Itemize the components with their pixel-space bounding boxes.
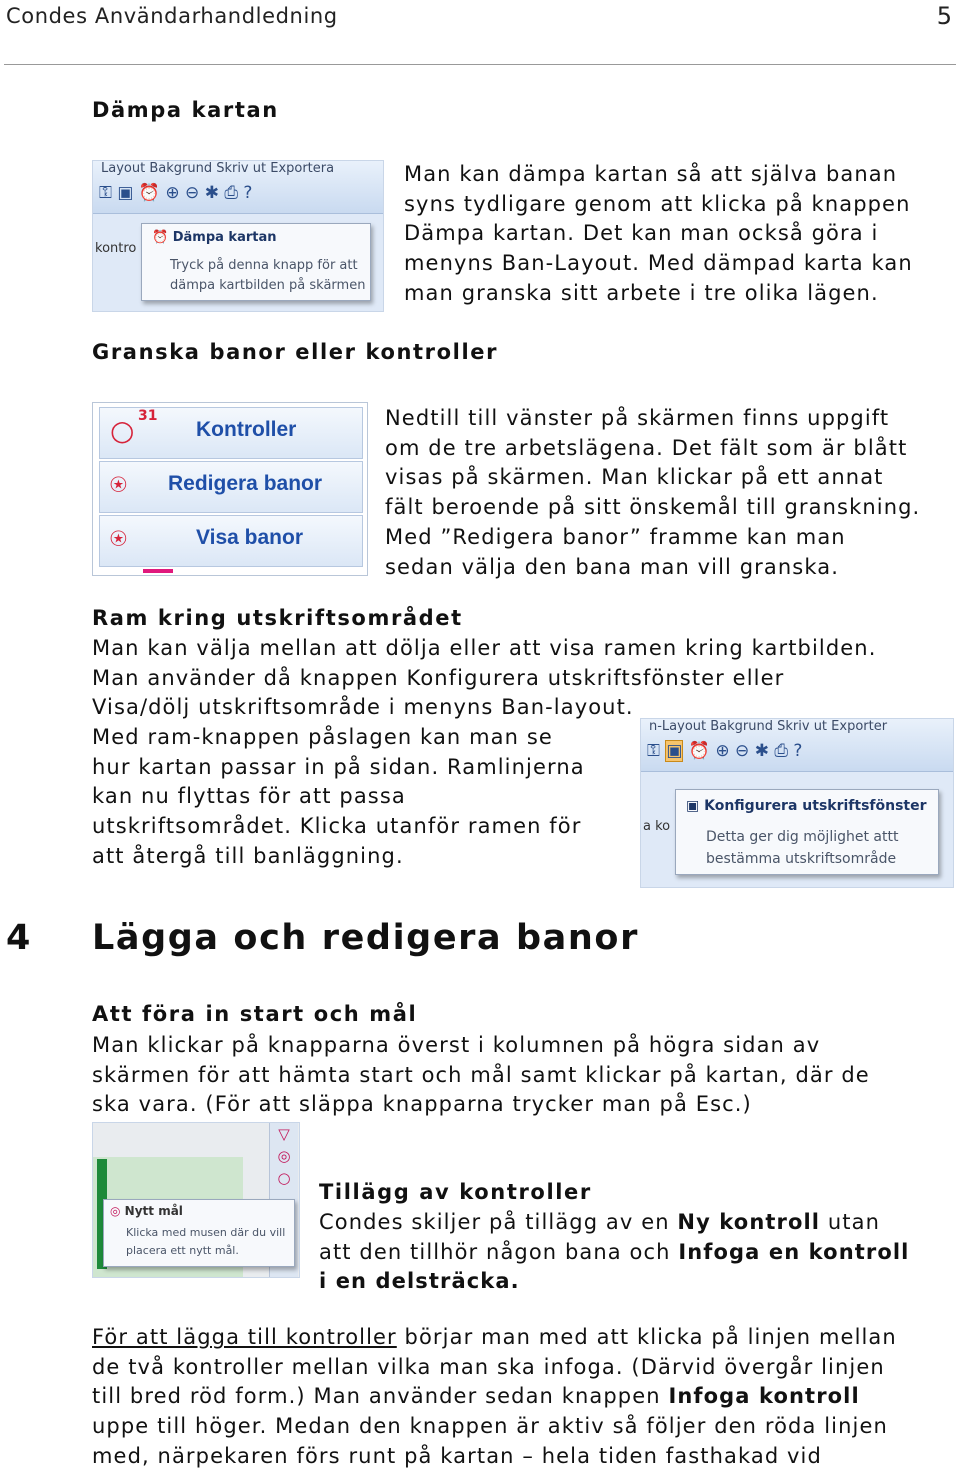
text-line: syns tydligare genom att klicka på knappen [404, 191, 911, 216]
view-course-icon: ⍟ [110, 522, 127, 555]
heading-granska-banor: Granska banor eller kontroller [92, 340, 499, 364]
text-line: om de tre arbetslägena. Det fält som är blått [385, 435, 908, 460]
tooltip-line: Klicka med musen där du vill [126, 1226, 286, 1239]
side-label: a ko [643, 819, 671, 834]
toolbar-icons [647, 741, 802, 761]
text-line: man granska sitt arbete i tre olika lägen. [404, 280, 879, 305]
control-icon: ○ [277, 1169, 291, 1187]
text-line: ska vara. (För att släppa knapparna trycker man på Esc.) [92, 1092, 752, 1117]
mode-redigera-banor [99, 461, 363, 513]
tooltip-line: Detta ger dig möjlighet attt [706, 829, 899, 845]
text-line: fält beroende på sitt önskemål till granskning. [385, 495, 921, 520]
screenshot-konfigurera [640, 718, 954, 888]
paragraph-start-mal [92, 1031, 870, 1120]
mode-visa-banor [99, 515, 363, 567]
mode-label: Kontroller [196, 418, 297, 441]
tooltip-dampa-kartan [141, 223, 371, 301]
text-line: att återgå till banläggning. [92, 843, 404, 868]
paragraph-ram-left [92, 723, 585, 872]
text-line: de två kontroller mellan vilka man ska infoga. (Därvid övergår linjen [92, 1354, 885, 1379]
text-line: Med ram-knappen påslagen kan man se [92, 725, 553, 749]
clock-icon: ⏰ [152, 230, 169, 245]
color-marker [143, 569, 173, 573]
mode-label: Redigera banor [168, 472, 323, 495]
mode-label: Visa banor [196, 526, 303, 549]
text-line: Man klickar på knapparna överst i kolumnen på högra sidan av [92, 1033, 821, 1057]
frame-icon: ▣ [686, 798, 700, 814]
heading-tillagg: Tillägg av kontroller [319, 1180, 592, 1204]
zoom-in-icon: ⊕ [165, 183, 180, 203]
text-line: Man kan dämpa kartan så att själva banan [404, 162, 898, 186]
tooltip-title: Nytt mål [124, 1204, 183, 1218]
chapter-title: Lägga och redigera banor [92, 918, 639, 958]
text-line: sedan välja den bana man vill granska. [385, 554, 839, 579]
zoom-out-icon: ⊖ [185, 183, 200, 203]
tools-icon: ✱ [204, 183, 219, 203]
text-line: visas på skärmen. Man klickar på ett annat [385, 465, 884, 490]
chapter-heading [6, 918, 639, 958]
finish-icon: ◎ [277, 1147, 291, 1165]
tooltip-line: placera ett nytt mål. [126, 1244, 239, 1257]
text-line: menyns Ban-Layout. Med dämpad karta kan [404, 251, 913, 276]
start-icon: ▽ [278, 1125, 290, 1143]
text-line: kan nu flyttas för att passa [92, 784, 406, 809]
text-line: till bred röd form.) Man använder sedan knappen Infoga kontroll [92, 1384, 860, 1409]
screenshot-nytt-mal [92, 1122, 300, 1278]
printer-icon: ⎙ [774, 741, 788, 761]
tooltip-line: bestämma utskriftsområde [706, 851, 897, 867]
page-number: 5 [936, 2, 952, 30]
paragraph-dampa-kartan [404, 160, 913, 309]
header-divider [4, 64, 956, 65]
tools-icon: ✱ [754, 741, 769, 761]
zoom-out-icon: ⊖ [735, 741, 750, 761]
tooltip-line: Tryck på denna knapp för att [170, 258, 358, 273]
key-icon: ⚿ [99, 183, 112, 203]
toolbar-icons [99, 183, 252, 203]
menu-strip: Layout Bakgrund Skriv ut Exportera [101, 161, 335, 176]
text-line: Dämpa kartan. Det kan man också göra i [404, 221, 879, 246]
key-icon: ⚿ [647, 741, 660, 761]
tooltip-konfigurera [675, 789, 939, 875]
text-line: hur kartan passar in på sidan. Ramlinjerna [92, 754, 585, 779]
tooltip-line: dämpa kartbilden på skärmen [170, 278, 366, 293]
edit-course-icon: ⍟ [110, 468, 127, 501]
toolbar [641, 719, 953, 772]
menu-strip: n-Layout Bakgrund Skriv ut Exporter [649, 719, 888, 734]
text-line: Man använder då knappen Konfigurera utskriftsfönster eller [92, 665, 785, 690]
side-label: kontro [95, 241, 137, 256]
screenshot-work-modes [92, 402, 368, 576]
mode-badge: 31 [138, 408, 158, 424]
printer-icon: ⎙ [224, 183, 238, 203]
tooltip-nytt-mal [103, 1199, 295, 1267]
paragraph-granska [385, 404, 920, 582]
text-line: skärmen för att hämta start och mål samt klickar på kartan, där de [92, 1062, 870, 1087]
chapter-number: 4 [6, 918, 32, 958]
frame-icon: ▣ [117, 183, 134, 203]
text-line: uppe till höger. Medan den knappen är aktiv så följer den röda linjen [92, 1414, 888, 1439]
heading-ram: Ram kring utskriftsområdet [92, 606, 463, 630]
help-icon: ? [793, 741, 803, 761]
paragraph-tillagg [319, 1208, 909, 1297]
screenshot-dampa-kartan [92, 160, 384, 312]
text-line: Man kan välja mellan att dölja eller att visa ramen kring kartbilden. [92, 636, 877, 660]
text-line: Nedtill till vänster på skärmen finns uppgift [385, 406, 890, 430]
text-line: Med ”Redigera banor” framme kan man [385, 524, 846, 549]
text-line: utskriftsområdet. Klicka utanför ramen för [92, 814, 582, 839]
toolbar [93, 161, 383, 214]
heading-start-mal: Att föra in start och mål [92, 1002, 418, 1026]
paragraph-ram-full [92, 634, 876, 723]
help-icon: ? [243, 183, 253, 203]
tooltip-title: Dämpa kartan [172, 230, 277, 245]
finish-icon: ◎ [110, 1204, 121, 1218]
paragraph-infoga [92, 1323, 897, 1472]
dim-map-icon: ⏰ [688, 741, 710, 761]
dim-map-icon: ⏰ [138, 183, 160, 203]
mode-kontroller [99, 407, 363, 459]
heading-dampa-kartan: Dämpa kartan [92, 98, 279, 122]
text-line: med, närpekaren förs runt på kartan – hela tiden fasthakad vid [92, 1443, 822, 1468]
control-circle-icon: ○ [110, 414, 135, 447]
text-line: i en delsträcka. [319, 1269, 520, 1294]
frame-icon: ▣ [666, 741, 683, 761]
text-line: Condes skiljer på tillägg av en Ny kontroll utan [319, 1210, 881, 1234]
zoom-in-icon: ⊕ [715, 741, 730, 761]
text-line: Visa/dölj utskriftsområde i menyns Ban-layout. [92, 695, 634, 720]
text-line: att den tillhör någon bana och Infoga en kontroll [319, 1239, 910, 1264]
text-line: För att lägga till kontroller börjar man med att klicka på linjen mellan [92, 1325, 897, 1349]
tooltip-title: Konfigurera utskriftsfönster [704, 798, 927, 814]
header-title: Condes Användarhandledning [6, 4, 338, 28]
